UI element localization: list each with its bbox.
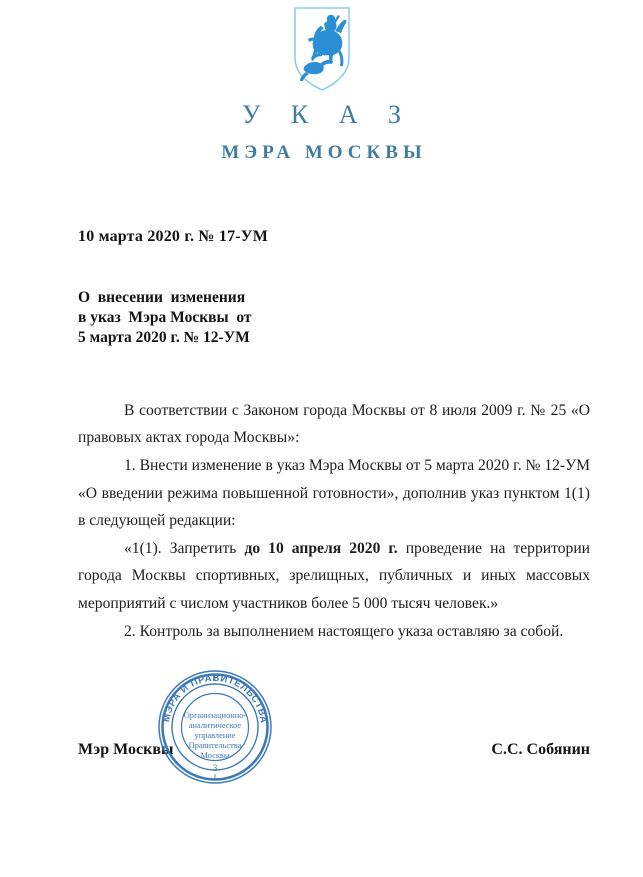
emblem-container — [0, 6, 643, 97]
paragraph-item-2: 2. Контроль за выполнением настоящего указа оставляю за собой. — [124, 622, 564, 640]
seal-rim-text: МЭРА И ПРАВИТЕЛЬСТВА — [161, 672, 269, 725]
seal-center-number: 3 — [212, 764, 218, 774]
subject-line-3: 5 марта 2020 г. № 12-УМ — [78, 329, 250, 346]
document-body — [78, 397, 590, 646]
seal-center-line-4: Правительства — [188, 741, 242, 750]
paragraph-item-1: 1. Внести изменение в указ Мэра Москвы от 5 марта 2020 г. № 12-УМ «О введении режима повышенной готовности», дополнив указ пунктом 1(1) в следующей редакции: — [78, 457, 591, 530]
document-subtitle: МЭРА МОСКВЫ — [221, 142, 427, 163]
seal-center-line-3: управление — [194, 731, 236, 740]
document-title: У К А З — [241, 100, 414, 129]
document-subject-heading — [78, 288, 252, 348]
quote-prefix: «1(1). Запретить — [124, 540, 245, 558]
seal-center-line-1: Организационно- — [183, 711, 247, 720]
quote-deadline-bold: до 10 апреля 2020 г. — [244, 540, 398, 558]
seal-center-line-5: Москвы — [200, 751, 230, 760]
document-date-number: 10 марта 2020 г. № 17-УМ — [78, 228, 269, 245]
paragraph-preamble: В соответствии с Законом города Москвы от 8 июля 2009 г. № 25 «О правовых актах города Москвы»: — [78, 402, 590, 447]
moscow-coat-of-arms-icon — [291, 6, 353, 92]
signature-row — [78, 741, 590, 759]
quote-suffix: проведение на территории города Москвы спортивных, зрелищных, публичных и иных массовых мероприятий с числом участников более 5 000 тысяч человек.» — [78, 540, 591, 612]
signatory-position: Мэр Москвы — [78, 741, 174, 758]
paragraph-item-1-1-quote — [78, 535, 590, 617]
subject-line-2: в указ Мэра Москвы от — [78, 309, 252, 326]
signatory-name: С.С. Собянин — [491, 741, 590, 758]
official-round-seal-icon — [156, 668, 274, 786]
subject-line-1: О внесении изменения — [78, 289, 246, 306]
seal-center-line-2: аналитическое — [188, 721, 242, 730]
